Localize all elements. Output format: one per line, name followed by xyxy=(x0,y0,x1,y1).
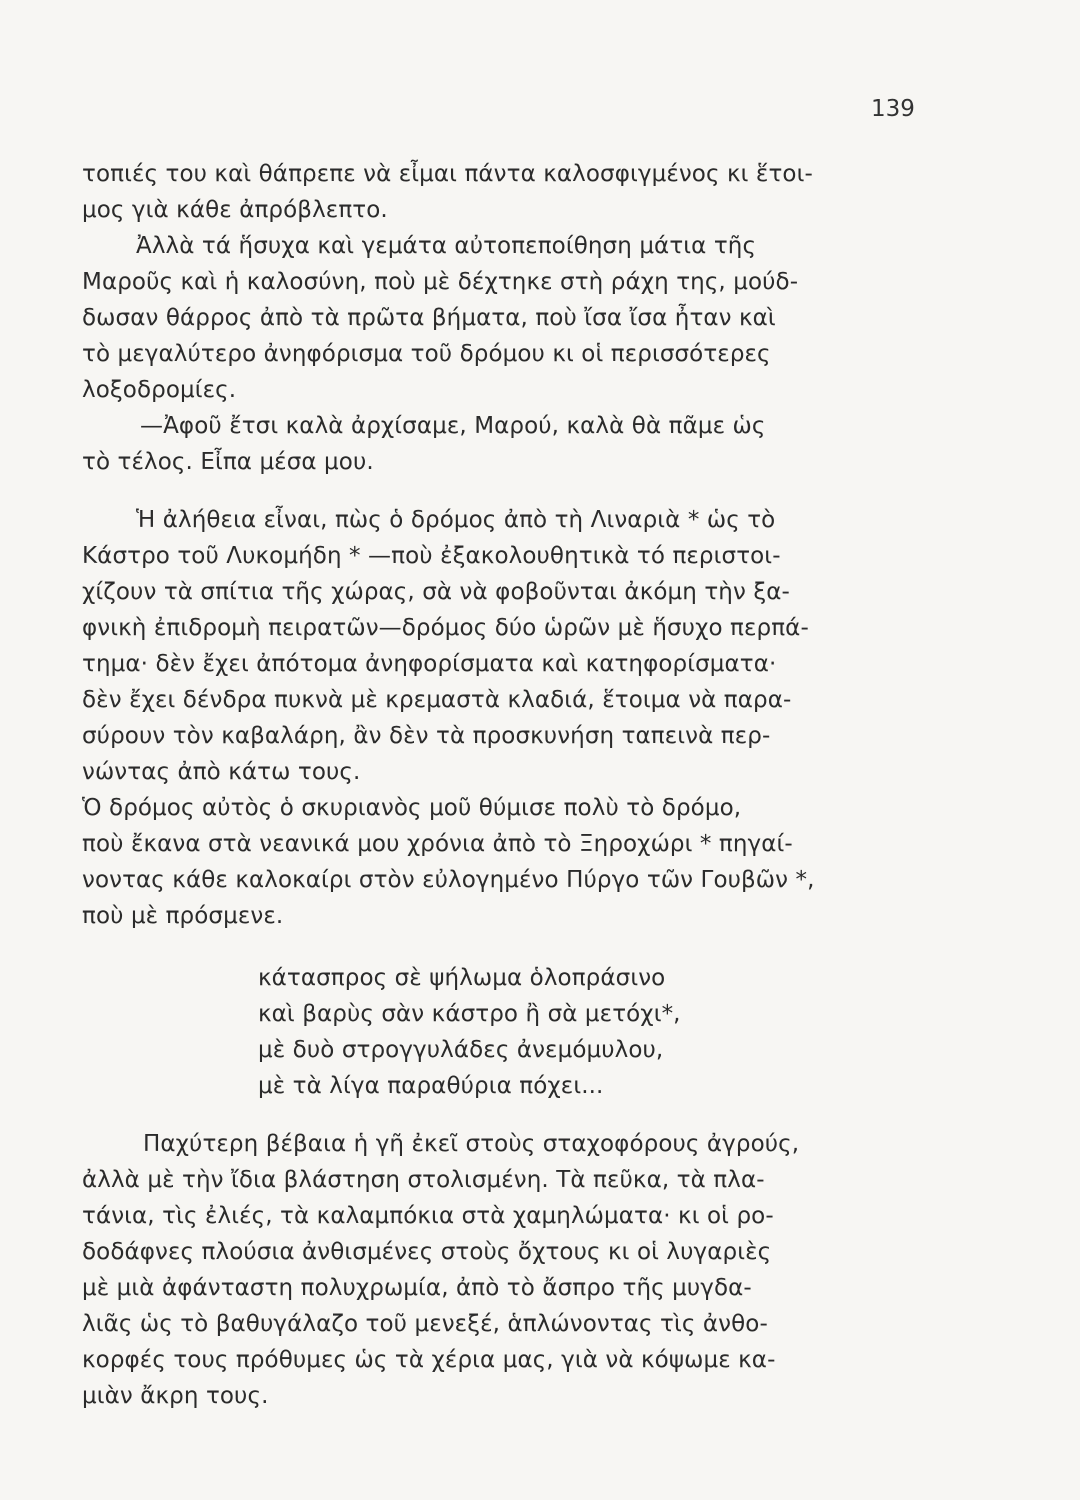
text-line: λιᾶς ὡς τὸ βαθυγάλαζο τοῦ μενεξέ, ἁπλώνοντας τὶς ἀνθο- xyxy=(82,1311,768,1337)
text-line: δοδάφνες πλούσια ἀνθισμένες στοὺς ὄχτους κι οἱ λυγαριὲς xyxy=(82,1239,772,1265)
poem-line: καὶ βαρὺς σὰν κάστρο ἢ σὰ μετόχι*, xyxy=(258,1001,681,1027)
text-line: τημα· δὲν ἔχει ἀπότομα ἀνηφορίσματα καὶ κατηφορίσματα· xyxy=(82,651,777,677)
poem-line: κάτασπρος σὲ ψήλωμα ὁλοπράσινο xyxy=(258,965,666,991)
text-line: Ἀλλὰ τά ἥσυχα καὶ γεμάτα αὐτοπεποίθηση μάτια τῆς xyxy=(136,233,757,259)
text-line: μὲ μιὰ ἀφάνταστη πολυχρωμία, ἀπὸ τὸ ἄσπρο τῆς μυγδα- xyxy=(82,1275,752,1301)
text-line: δωσαν θάρρος ἀπὸ τὰ πρῶτα βήματα, ποὺ ἴσα ἴσα ἦταν καὶ xyxy=(82,305,776,331)
text-line: Ἡ ἀλήθεια εἶναι, πὼς ὁ δρόμος ἀπὸ τὴ Λιναριὰ * ὡς τὸ xyxy=(136,507,776,533)
text-line: νώντας ἀπὸ κάτω τους. xyxy=(82,759,361,785)
text-line: τοπιές του καὶ θάπρεπε νὰ εἶμαι πάντα καλοσφιγμένος κι ἕτοι- xyxy=(82,161,813,187)
text-line: κορφές τους πρόθυμες ὡς τὰ χέρια μας, γιὰ νὰ κόψωμε κα- xyxy=(82,1347,776,1373)
text-line: νοντας κάθε καλοκαίρι στὸν εὐλογημένο Πύργο τῶν Γουβῶν *, xyxy=(82,867,815,893)
poem-line: μὲ τὰ λίγα παραθύρια πόχει... xyxy=(258,1073,604,1099)
text-line: Κάστρο τοῦ Λυκομήδη * —ποὺ ἐξακολουθητικὰ τό περιστοι- xyxy=(82,543,781,569)
poem-line: μὲ δυὸ στρογγυλάδες ἀνεμόμυλου, xyxy=(258,1037,664,1063)
text-line: Μαροῦς καὶ ἡ καλοσύνη, ποὺ μὲ δέχτηκε στὴ ράχη της, μούδ- xyxy=(82,269,799,295)
text-line: τάνια, τὶς ἐλιές, τὰ καλαμπόκια στὰ χαμηλώματα· κι οἱ ρο- xyxy=(82,1203,774,1229)
text-line: Παχύτερη βέβαια ἡ γῆ ἐκεῖ στοὺς σταχοφόρους ἀγρούς, xyxy=(143,1131,800,1157)
text-line: τὸ τέλος. Εἶπα μέσα μου. xyxy=(82,449,374,475)
text-line: δὲν ἔχει δένδρα πυκνὰ μὲ κρεμαστὰ κλαδιά, ἕτοιμα νὰ παρα- xyxy=(82,687,792,713)
text-line: μιὰν ἄκρη τους. xyxy=(82,1383,269,1409)
text-line: ποὺ μὲ πρόσμενε. xyxy=(82,903,284,929)
text-line: σύρουν τὸν καβαλάρη, ἂν δὲν τὰ προσκυνήση ταπεινὰ περ- xyxy=(82,723,771,749)
text-line: τὸ μεγαλύτερο ἀνηφόρισμα τοῦ δρόμου κι οἱ περισσότερες xyxy=(82,341,771,367)
text-line: ποὺ ἔκανα στὰ νεανικά μου χρόνια ἀπὸ τὸ Ξηροχώρι * πηγαί- xyxy=(82,831,793,857)
text-line: ἀλλὰ μὲ τὴν ἴδια βλάστηση στολισμένη. Τὰ πεῦκα, τὰ πλα- xyxy=(82,1167,765,1193)
text-line: λοξοδρομίες. xyxy=(82,377,237,403)
page-number: 139 xyxy=(871,96,915,122)
text-line: μος γιὰ κάθε ἀπρόβλεπτο. xyxy=(82,197,388,223)
text-line: —Ἀφοῦ ἔτσι καλὰ ἀρχίσαμε, Μαρού, καλὰ θὰ πᾶμε ὡς xyxy=(140,413,766,439)
text-line: φνικὴ ἐπιδρομὴ πειρατῶν—δρόμος δύο ὡρῶν μὲ ἥσυχο περπά- xyxy=(82,615,809,641)
text-line: Ὁ δρόμος αὐτὸς ὁ σκυριανὸς μοῦ θύμισε πολὺ τὸ δρόμο, xyxy=(82,795,742,821)
text-line: χίζουν τὰ σπίτια τῆς χώρας, σὰ νὰ φοβοῦνται ἀκόμη τὴν ξα- xyxy=(82,579,790,605)
